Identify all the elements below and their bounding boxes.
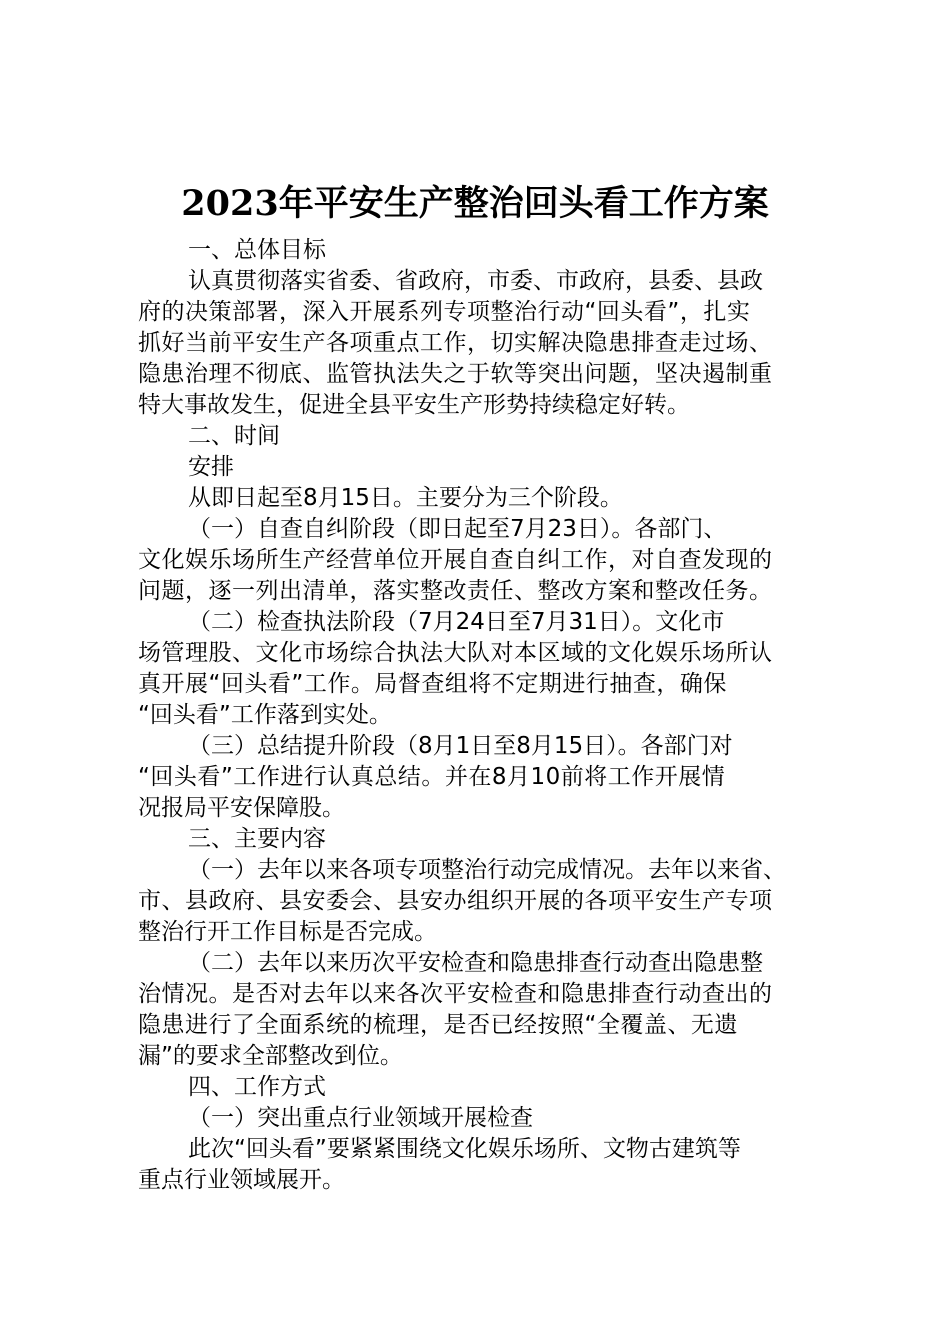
paragraph-line: 隐患进行了全面系统的梳理，是否已经按照“全覆盖、无遗 bbox=[138, 1012, 738, 1038]
paragraph-line: “回头看”工作进行认真总结。并在8月10前将工作开展情 bbox=[138, 764, 726, 790]
paragraph-line: （二）检查执法阶段（7月24日至7月31日）。文化市 bbox=[188, 609, 725, 635]
paragraph-line: （一）自查自纠阶段（即日起至7月23日）。各部门、 bbox=[188, 516, 727, 542]
paragraph-line: （二）去年以来历次平安检查和隐患排查行动查出隐患整 bbox=[188, 950, 763, 976]
document-title: 2023年平安生产整治回头看工作方案 bbox=[181, 183, 769, 224]
paragraph-line: 认真贯彻落实省委、省政府，市委、市政府，县委、县政 bbox=[188, 268, 763, 294]
paragraph-line: 隐患治理不彻底、监管执法失之于软等突出问题，坚决遏制重 bbox=[138, 361, 773, 387]
paragraph-line: 府的决策部署，深入开展系列专项整治行动“回头看”，扎实 bbox=[138, 299, 751, 325]
section-heading-4: 四、工作方式 bbox=[188, 1074, 326, 1100]
subheading: （一）突出重点行业领域开展检查 bbox=[188, 1105, 533, 1131]
paragraph-line: 此次“回头看”要紧紧围绕文化娱乐场所、文物古建筑等 bbox=[188, 1136, 741, 1162]
paragraph-line: 问题，逐一列出清单，落实整改责任、整改方案和整改任务。 bbox=[138, 578, 773, 604]
section-heading-1: 一、总体目标 bbox=[188, 237, 326, 263]
paragraph-line: 真开展“回头看”工作。局督查组将不定期进行抽查，确保 bbox=[138, 671, 727, 697]
paragraph-line: （三）总结提升阶段（8月1日至8月15日）。各部门对 bbox=[188, 733, 733, 759]
paragraph-line: 市、县政府、县安委会、县安办组织开展的各项平安生产专项 bbox=[138, 888, 773, 914]
subheading: 安排 bbox=[188, 454, 234, 480]
paragraph-line: 漏”的要求全部整改到位。 bbox=[138, 1043, 403, 1069]
paragraph-line: 特大事故发生，促进全县平安生产形势持续稳定好转。 bbox=[138, 392, 690, 418]
paragraph-line: 文化娱乐场所生产经营单位开展自查自纠工作，对自查发现的 bbox=[138, 547, 773, 573]
paragraph-line: 况报局平安保障股。 bbox=[138, 795, 345, 821]
paragraph-line: 场管理股、文化市场综合执法大队对本区域的文化娱乐场所认 bbox=[138, 640, 773, 666]
paragraph-line: （一）去年以来各项专项整治行动完成情况。去年以来省、 bbox=[188, 857, 786, 883]
section-heading-3: 三、主要内容 bbox=[188, 826, 326, 852]
paragraph-line: 重点行业领域展开。 bbox=[138, 1167, 345, 1193]
paragraph-line: 治情况。是否对去年以来各次平安检查和隐患排查行动查出的 bbox=[138, 981, 773, 1007]
paragraph-line: 整治行开工作目标是否完成。 bbox=[138, 919, 437, 945]
paragraph-line: “回头看”工作落到实处。 bbox=[138, 702, 392, 728]
section-heading-2: 二、时间 bbox=[188, 423, 280, 449]
paragraph-line: 抓好当前平安生产各项重点工作，切实解决隐患排查走过场、 bbox=[138, 330, 773, 356]
paragraph-line: 从即日起至8月15日。主要分为三个阶段。 bbox=[188, 485, 623, 511]
